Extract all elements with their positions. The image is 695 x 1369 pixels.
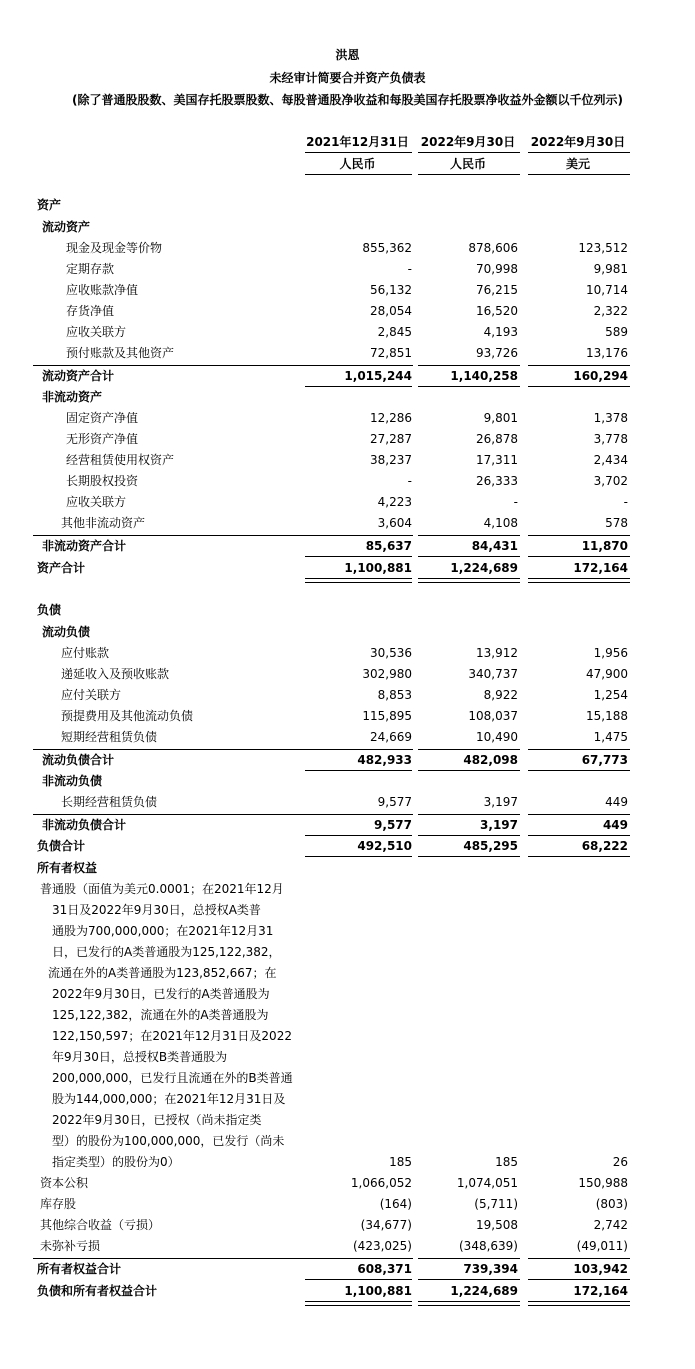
total-non-current-liabilities-row: 非流动负债合计 9,577 3,197 449 [42,818,628,832]
ordinary-shares-values-row: 185 185 26 [389,1155,628,1169]
table-row: 长期股权投资 - 26,333 3,702 [66,474,628,488]
table-row: 未弥补亏损 (423,025) (348,639) (49,011) [40,1239,628,1253]
table-row: 预提费用及其他流动负债 115,895 108,037 15,188 [61,709,628,723]
col3-currency-rule [528,174,630,175]
non-current-assets-heading: 非流动资产 [42,390,103,404]
subtotal-underline [418,1279,520,1280]
table-row: 应收账款净值 56,132 76,215 10,714 [66,283,628,297]
total-current-assets-row: 流动资产合计 1,015,244 1,140,258 160,294 [42,369,628,383]
table-row: 固定资产净值 12,286 9,801 1,378 [66,411,628,425]
col2-currency-rule [418,174,520,175]
subtotal-underline [528,1279,630,1280]
col1-date: 2021年12月31日 [306,135,409,149]
table-row: 库存股 (164) (5,711) (803) [40,1197,628,1211]
col1-currency: 人民币 [339,157,376,171]
total-assets-row: 资产合计 1,100,881 1,224,689 172,164 [37,561,628,575]
table-row: 长期经营租赁负债 9,577 3,197 449 [61,795,628,809]
subtotal-underline [305,556,412,557]
table-row: 应付账款 30,536 13,912 1,956 [61,646,628,660]
table-row: 应收关联方 2,845 4,193 589 [66,325,628,339]
total-liabilities-equity-row: 负债和所有者权益合计 1,100,881 1,224,689 172,164 [37,1284,628,1298]
col1-date-rule [305,152,412,153]
total-underline [418,856,520,857]
double-underline [305,1301,412,1306]
table-row: 资本公积 1,066,052 1,074,051 150,988 [40,1176,628,1190]
double-underline [528,578,630,583]
table-row: 其他综合收益（亏损） (34,677) 19,508 2,742 [40,1218,628,1232]
non-current-liabilities-heading: 非流动负债 [42,774,103,788]
total-underline [305,856,412,857]
total-liabilities-row: 负债合计 492,510 485,295 68,222 [37,839,628,853]
table-row: 递延收入及预收账款 302,980 340,737 47,900 [61,667,628,681]
current-assets-heading: 流动资产 [42,220,91,234]
double-underline [418,578,520,583]
company-name: 洪恩 [335,48,360,62]
total-current-liabilities-row: 流动负债合计 482,933 482,098 67,773 [42,753,628,767]
ordinary-shares-note: 普通股（面值为美元0.0001；在2021年12月 31日及2022年9月30日，总授权A类普 通股为700,000,000；在2021年12月31 日，已发行的A类普通股为125,122,382， 流通在外的A类普通股为123,852,667；在 2022年9月30日，已发行的A类普通股为 125,122,382，流通在外的A类普通股为 122,150,597；在2021年12月31日及2022 年9月30日，总授权B类普通股为 200,000,000，已发行且流通在外的B类普通 股为144,000,000；在2021年12月31日及 2022年9月30日，已授权（尚未指定类 型）的股份为100,000,000，已发行（尚未 指定类型）的股份为0） [40,882,293,1169]
equity-heading: 所有者权益 [37,861,98,875]
col3-date-rule [528,152,630,153]
table-row: 存货净值 28,054 16,520 2,322 [66,304,628,318]
table-row: 应收关联方 4,223 - - [66,495,628,509]
col1-currency-rule [305,174,412,175]
statement-subtitle: (除了普通股股数、美国存托股票股数、每股普通股净收益和每股美国存托股票净收益外金额以千位列示) [72,93,623,107]
col3-currency: 美元 [565,157,590,171]
double-underline [528,1301,630,1306]
col2-currency: 人民币 [449,157,486,171]
table-row: 经营租赁使用权资产 38,237 17,311 2,434 [66,453,628,467]
table-row: 应付关联方 8,853 8,922 1,254 [61,688,628,702]
liabilities-heading: 负债 [37,603,62,617]
total-equity-row: 所有者权益合计 608,371 739,394 103,942 [37,1262,628,1276]
col2-date: 2022年9月30日 [420,135,516,149]
table-row: 现金及现金等价物 855,362 878,606 123,512 [66,241,628,255]
double-underline [418,1301,520,1306]
current-liabilities-heading: 流动负债 [42,625,91,639]
total-non-current-assets-row: 非流动资产合计 85,637 84,431 11,870 [42,539,628,553]
subtotal-underline [528,556,630,557]
statement-title: 未经审计简要合并资产负债表 [269,71,426,85]
table-row: 定期存款 - 70,998 9,981 [66,262,628,276]
subtotal-underline [418,556,520,557]
table-row: 短期经营租赁负债 24,669 10,490 1,475 [61,730,628,744]
table-row: 无形资产净值 27,287 26,878 3,778 [66,432,628,446]
table-row: 其他非流动资产 3,604 4,108 578 [61,516,628,530]
col3-date: 2022年9月30日 [530,135,626,149]
assets-heading: 资产 [37,198,62,212]
double-underline [305,578,412,583]
subtotal-underline [305,1279,412,1280]
col2-date-rule [418,152,520,153]
total-underline [528,856,630,857]
table-row: 预付账款及其他资产 72,851 93,726 13,176 [66,346,628,360]
